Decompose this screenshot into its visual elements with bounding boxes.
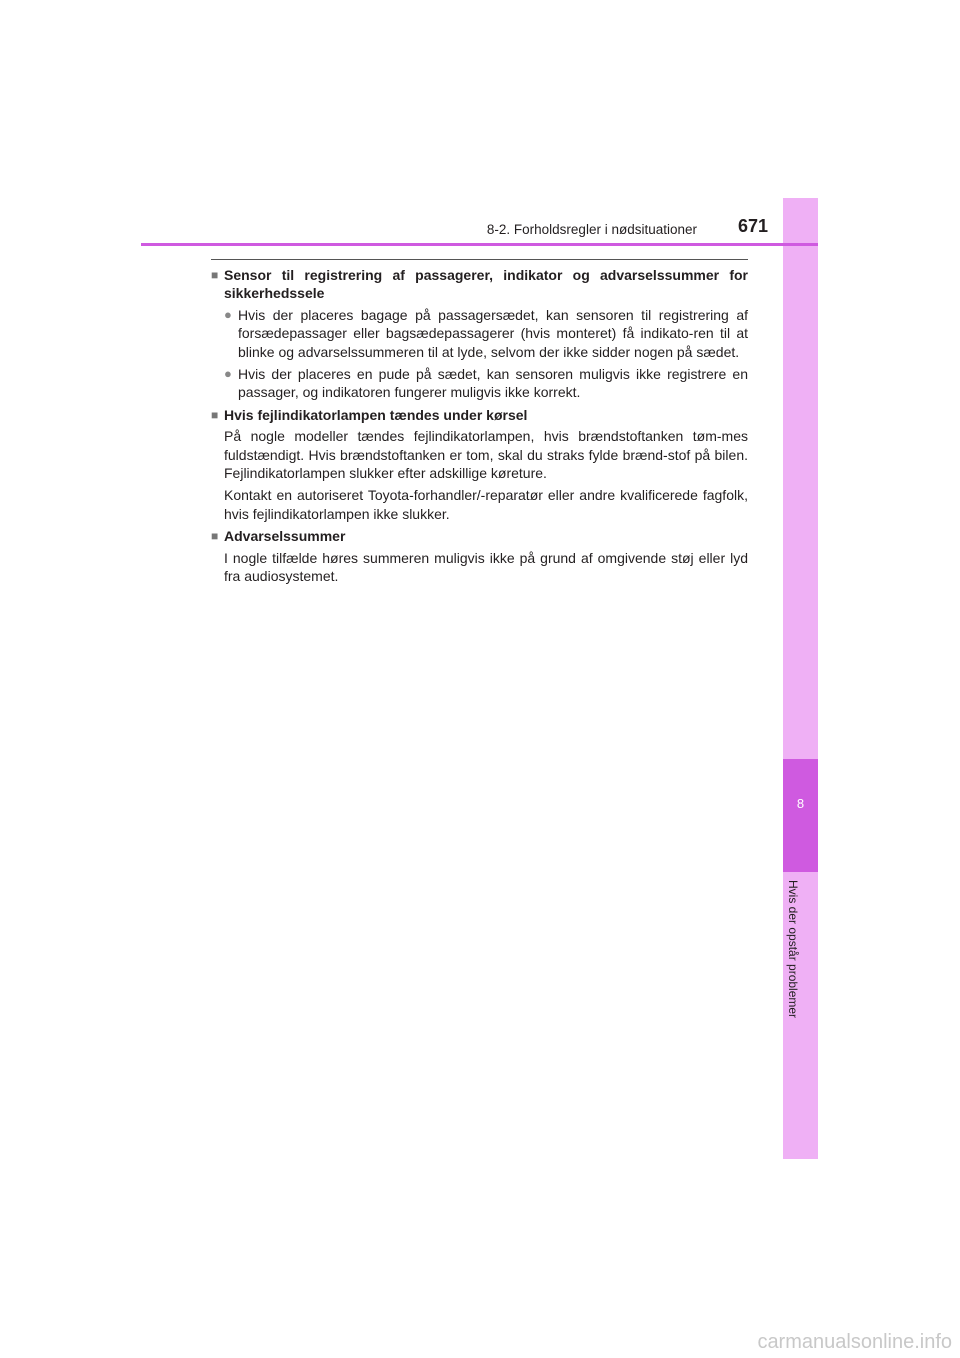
list-item-text: Hvis der placeres bagage på passagersædet, kan sensoren til registrering af forsædepassager eller bagsædepassagerer (hvis monteret) få indikato-ren til at blinke og advarselssummeren til at lyde, selvom der ikke sidder nogen på sædet. bbox=[238, 306, 748, 360]
section-heading bbox=[211, 527, 748, 545]
heading-text: Hvis fejlindikatorlampen tændes under kørsel bbox=[224, 406, 528, 423]
list-item bbox=[224, 365, 748, 402]
page-number: 671 bbox=[738, 216, 769, 236]
side-tab-number-block bbox=[783, 759, 818, 872]
content-divider bbox=[211, 259, 748, 260]
circle-bullet-icon: ● bbox=[224, 366, 232, 382]
paragraph: Kontakt en autoriseret Toyota-forhandler/-reparatør eller andre kvalificerede fagfolk, hvis fejlindikatorlampen ikke slukker. bbox=[224, 487, 748, 522]
section-title: 8-2. Forholdsregler i nødsituationer bbox=[486, 222, 697, 237]
watermark-logo: carmanualsonline.info bbox=[757, 1331, 952, 1353]
paragraph: I nogle tilfælde høres summeren muligvis ikke på grund af omgivende støj eller lyd fra audiosystemet. bbox=[224, 549, 748, 585]
heading-text: Advarselssummer bbox=[224, 528, 346, 545]
square-bullet-icon: ■ bbox=[211, 268, 219, 282]
chapter-number: 8 bbox=[796, 796, 805, 811]
circle-bullet-icon: ● bbox=[224, 306, 232, 322]
section-heading bbox=[211, 406, 748, 424]
list-item-text: Hvis der placeres en pude på sædet, kan sensoren muligvis ikke registrere en passager, og indikatoren fungerer muligvis ikke korrekt. bbox=[238, 366, 748, 401]
heading-text: Sensor til registrering af passagerer, indikator og advarselssummer for sikkerhedssele bbox=[224, 267, 748, 302]
section-heading bbox=[211, 266, 748, 303]
square-bullet-icon: ■ bbox=[211, 529, 219, 544]
paragraph: På nogle modeller tændes fejlindikatorlampen, hvis brændstoftanken tøm-mes fuldstændigt. Hvis brændstoftanken er tom, skal du straks fylde brænd-stof på bilen. Fejlindikatorlampen slukker efter adskillige køreture. bbox=[224, 428, 748, 482]
header-rule bbox=[141, 243, 818, 246]
list-item bbox=[224, 306, 748, 361]
content-body bbox=[211, 266, 748, 590]
square-bullet-icon: ■ bbox=[211, 407, 219, 422]
chapter-label: Hvis der opstår problemer bbox=[786, 880, 800, 1019]
